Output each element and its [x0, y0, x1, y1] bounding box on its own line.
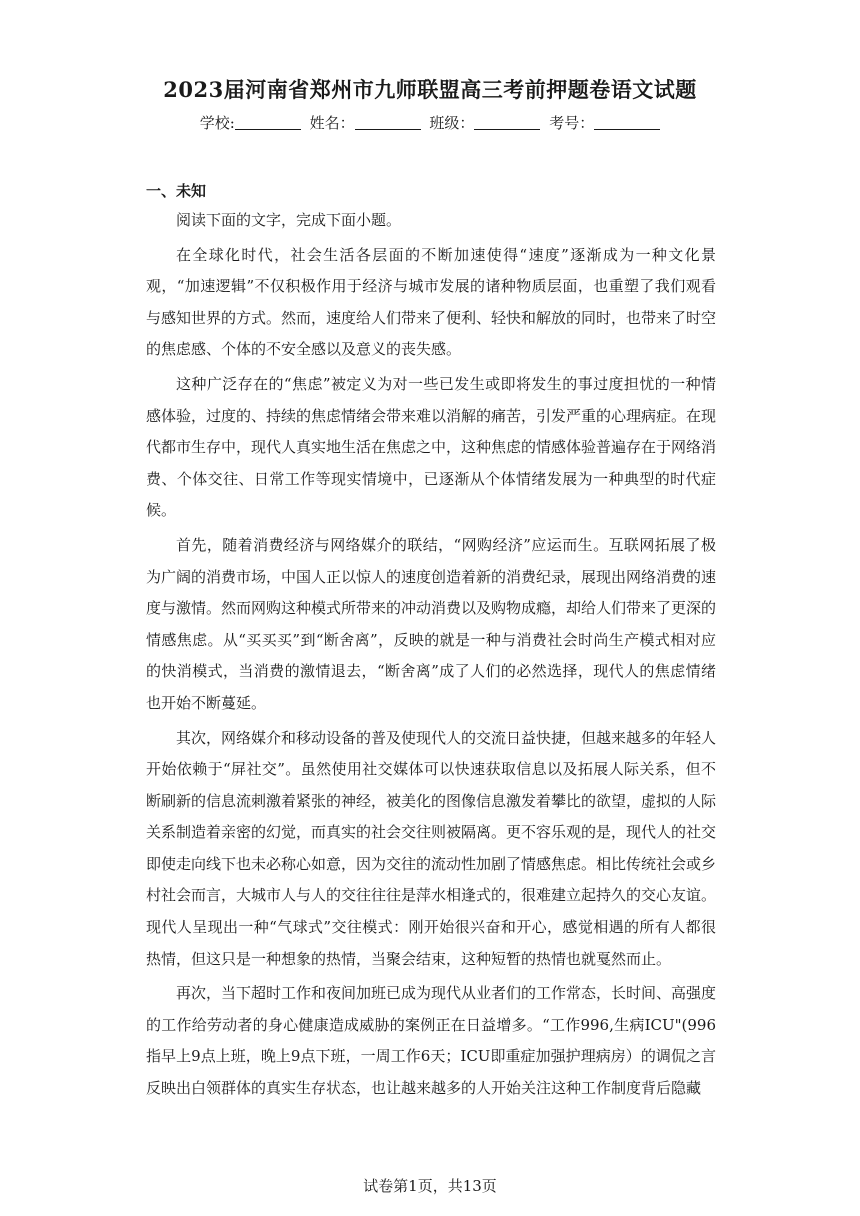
name-blank — [355, 115, 421, 130]
passage-body — [146, 205, 716, 1108]
school-blank — [235, 115, 301, 130]
class-blank — [474, 115, 540, 130]
passage-paragraph: 其次，网络媒介和移动设备的普及使现代人的交流日益快捷，但越来越多的年轻人开始依赖于“屏社交”。虽然使用社交媒体可以快速获取信息以及拓展人际关系，但不断刷新的信息流刺激着紧张的神经，被美化的图像信息激发着攀比的欲望，虚拟的人际关系制造着亲密的幻觉，而真实的社会交往则被隔离。更不容乐观的是，现代人的社交即使走向线下也未必称心如意，因为交往的流动性加剧了情感焦虑。相比传统社会或乡村社会而言，大城市人与人的交往往往是萍水相逢式的，很难建立起持久的交心友谊。现代人呈现出一种“气球式”交往模式：刚开始很兴奋和开心，感觉相遇的所有人都很热情，但这只是一种想象的热情，当聚会结束，这种短暂的热情也就戛然而止。 — [146, 728, 717, 968]
name-field — [310, 112, 421, 133]
passage-paragraph: 在全球化时代，社会生活各层面的不断加速使得“速度”逐渐成为一种文化景观，“加速逻辑”不仅积极作用于经济与城市发展的诸种物质层面，也重塑了我们观看与感知世界的方式。然而，速度给人们带来了便利、轻快和解放的同时，也带来了时空的焦虑感、个体的不安全感以及意义的丧失感。 — [146, 245, 717, 359]
passage-paragraph: 首先，随着消费经济与网络媒介的联结，“网购经济”应运而生。互联网拓展了极为广阔的消费市场，中国人正以惊人的速度创造着新的消费纪录，展现出网络消费的速度与激情。然而网购这种模式所带来的冲动消费以及购物成瘾，却给人们带来了更深的情感焦虑。从“买买买”到“断舍离”，反映的就是一种与消费社会时尚生产模式相对应的快消模式，当消费的激情退去，“断舍离”成了人们的必然选择，现代人的焦虑情绪也开始不断蔓延。 — [146, 535, 717, 712]
class-field — [429, 112, 540, 133]
passage-paragraph: 再次，当下超时工作和夜间加班已成为现代从业者们的工作常态，长时间、高强度的工作给劳动者的身心健康造成威胁的案例正在日益增多。“工作996,生病ICU"(996指早上9点上班，晚上9点下班，一周工作6天；ICU即重症加强护理病房）的调侃之言反映出白领群体的真实生存状态，也让越来越多的人开始关注这种工作制度背后隐藏 — [146, 984, 717, 1098]
section-heading: 一、未知 — [146, 182, 207, 200]
passage-paragraph: 这种广泛存在的“焦虑”被定义为对一些已发生或即将发生的事过度担忧的一种情感体验，过度的、持续的焦虑情绪会带来难以消解的痛苦，引发严重的心理病症。在现代都市生存中，现代人真实地生活在焦虑之中，这种焦虑的情感体验普遍存在于网络消费、个体交往、日常工作等现实情境中，已逐渐从个体情绪发展为一种典型的时代症候。 — [146, 374, 717, 520]
page-footer: 试卷第1页，共13页 — [363, 1177, 497, 1195]
school-label: 学校: — [199, 114, 235, 132]
exam-number-label: 考号： — [549, 114, 595, 132]
name-label: 姓名： — [309, 114, 355, 132]
school-field — [200, 112, 301, 133]
instruction-paragraph: 阅读下面的文字，完成下面小题。 — [176, 211, 402, 229]
exam-number-blank — [594, 115, 660, 130]
class-label: 班级： — [429, 114, 475, 132]
exam-number-field — [549, 112, 660, 133]
student-info-line — [0, 112, 860, 133]
document-title: 2023届河南省郑州市九师联盟高三考前押题卷语文试题 — [163, 77, 697, 102]
